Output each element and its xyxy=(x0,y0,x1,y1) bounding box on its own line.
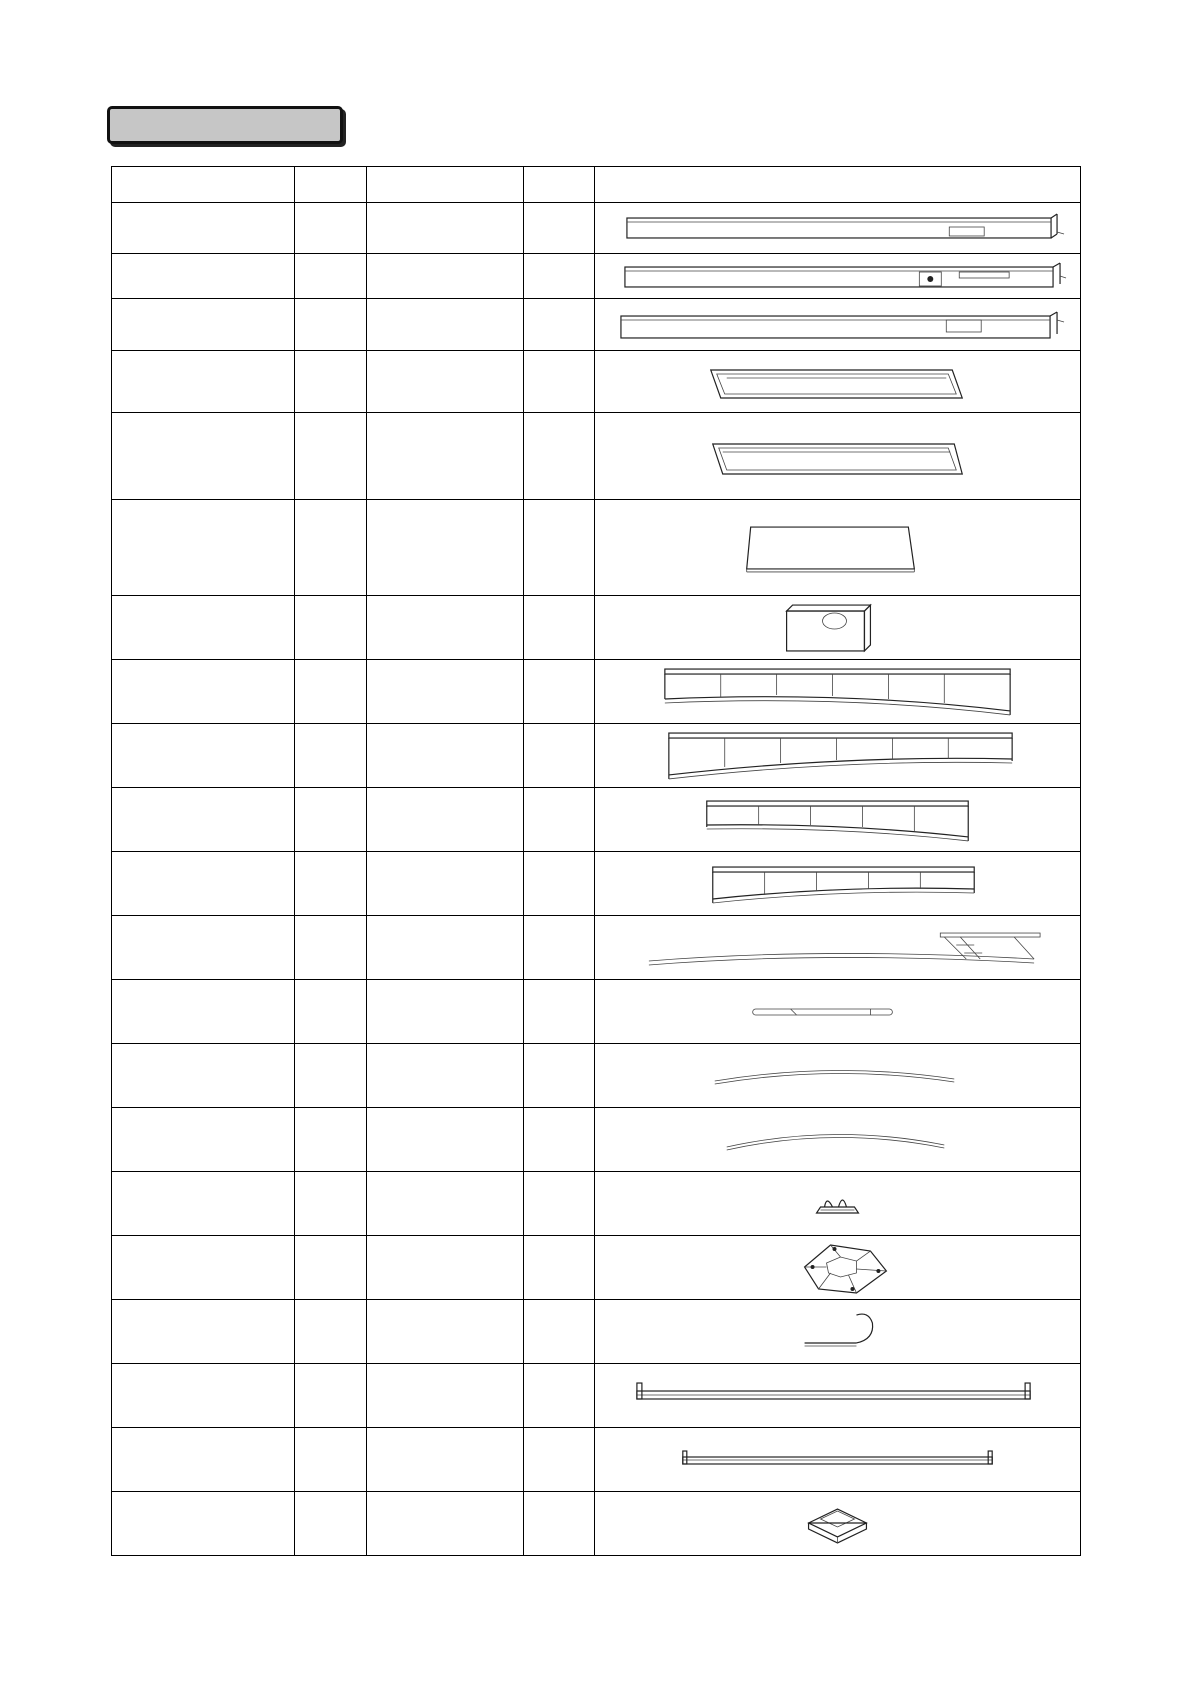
curved-ladder-rail-icon xyxy=(595,917,1080,979)
cell-spec xyxy=(367,351,524,413)
straight-beam-with-hole-icon xyxy=(595,254,1080,298)
cell-name xyxy=(112,660,295,724)
cell-name xyxy=(112,1108,295,1172)
cell-qty xyxy=(524,203,595,254)
cell-part-no xyxy=(295,351,367,413)
cell-spec xyxy=(367,1300,524,1364)
table-row xyxy=(112,413,1081,500)
cell-part-no xyxy=(295,852,367,916)
cell-name xyxy=(112,299,295,351)
cell-spec xyxy=(367,852,524,916)
cell-part-no xyxy=(295,299,367,351)
connector-tube-icon xyxy=(595,981,1080,1043)
block-with-hole-icon xyxy=(595,597,1080,659)
cell-part-no xyxy=(295,254,367,299)
cell-part-no xyxy=(295,1300,367,1364)
cell-spec xyxy=(367,660,524,724)
cell-part-no xyxy=(295,1236,367,1300)
header-image xyxy=(595,167,1081,203)
cell-name xyxy=(112,1172,295,1236)
straight-beam-icon xyxy=(595,300,1080,350)
table-row xyxy=(112,351,1081,413)
cell-name xyxy=(112,351,295,413)
cell-spec xyxy=(367,1364,524,1428)
cell-name xyxy=(112,254,295,299)
cell-part-no xyxy=(295,1428,367,1492)
cell-qty xyxy=(524,1364,595,1428)
cell-name xyxy=(112,1236,295,1300)
table-row xyxy=(112,500,1081,596)
table-row xyxy=(112,852,1081,916)
cell-spec xyxy=(367,254,524,299)
cell-qty xyxy=(524,1492,595,1556)
cell-qty xyxy=(524,916,595,980)
cell-spec xyxy=(367,203,524,254)
table-row xyxy=(112,980,1081,1044)
tray-panel-icon xyxy=(595,414,1080,499)
cell-qty xyxy=(524,299,595,351)
parts-table xyxy=(111,166,1081,1556)
arched-frame-icon xyxy=(595,853,1080,915)
cell-spec xyxy=(367,1236,524,1300)
cell-name xyxy=(112,413,295,500)
arched-frame-icon xyxy=(595,725,1080,787)
long-bar-icon xyxy=(595,1429,1080,1491)
long-bar-icon xyxy=(595,1365,1080,1427)
table-row xyxy=(112,1300,1081,1364)
cell-qty xyxy=(524,1428,595,1492)
cell-qty xyxy=(524,413,595,500)
cell-part-no xyxy=(295,413,367,500)
table-row xyxy=(112,660,1081,724)
table-row xyxy=(112,788,1081,852)
arched-frame-icon xyxy=(595,661,1080,723)
table-row xyxy=(112,1044,1081,1108)
cell-qty xyxy=(524,500,595,596)
cell-part-no xyxy=(295,1492,367,1556)
cell-qty xyxy=(524,1108,595,1172)
hook-icon xyxy=(595,1301,1080,1363)
cell-qty xyxy=(524,1172,595,1236)
cell-part-no xyxy=(295,916,367,980)
cell-spec xyxy=(367,596,524,660)
cell-qty xyxy=(524,596,595,660)
cell-part-no xyxy=(295,596,367,660)
tray-panel-icon xyxy=(595,352,1080,412)
cell-spec xyxy=(367,1044,524,1108)
small-bracket-icon xyxy=(595,1173,1080,1235)
cell-name xyxy=(112,724,295,788)
table-row xyxy=(112,1108,1081,1172)
cell-qty xyxy=(524,254,595,299)
cell-name xyxy=(112,596,295,660)
roof-hub-icon xyxy=(595,1237,1080,1299)
table-row xyxy=(112,299,1081,351)
cell-qty xyxy=(524,1300,595,1364)
cell-name xyxy=(112,980,295,1044)
header-name xyxy=(112,167,295,203)
cell-spec xyxy=(367,299,524,351)
cell-part-no xyxy=(295,1172,367,1236)
cell-qty xyxy=(524,351,595,413)
table-row xyxy=(112,724,1081,788)
post-base-icon xyxy=(595,1493,1080,1555)
cell-spec xyxy=(367,916,524,980)
cell-part-no xyxy=(295,660,367,724)
cell-part-no xyxy=(295,724,367,788)
cell-name xyxy=(112,916,295,980)
cell-part-no xyxy=(295,1044,367,1108)
cell-spec xyxy=(367,980,524,1044)
table-row xyxy=(112,1364,1081,1428)
table-row xyxy=(112,916,1081,980)
cell-part-no xyxy=(295,203,367,254)
table-header-row xyxy=(112,167,1081,203)
cell-spec xyxy=(367,724,524,788)
cell-name xyxy=(112,1364,295,1428)
table-row xyxy=(112,1236,1081,1300)
cell-spec xyxy=(367,1428,524,1492)
cell-name xyxy=(112,1428,295,1492)
cell-qty xyxy=(524,980,595,1044)
curved-rod-icon xyxy=(595,1045,1080,1107)
cell-part-no xyxy=(295,1108,367,1172)
table-row xyxy=(112,1172,1081,1236)
header-part-no xyxy=(295,167,367,203)
cell-spec xyxy=(367,500,524,596)
cell-spec xyxy=(367,1492,524,1556)
cell-name xyxy=(112,1044,295,1108)
cell-qty xyxy=(524,1044,595,1108)
curved-rod-icon xyxy=(595,1109,1080,1171)
cell-spec xyxy=(367,1172,524,1236)
cell-spec xyxy=(367,788,524,852)
cell-qty xyxy=(524,852,595,916)
table-row xyxy=(112,1492,1081,1556)
cell-qty xyxy=(524,724,595,788)
cell-qty xyxy=(524,1236,595,1300)
cell-name xyxy=(112,1300,295,1364)
cell-spec xyxy=(367,413,524,500)
section-title-box xyxy=(107,106,343,144)
cell-part-no xyxy=(295,1364,367,1428)
cell-part-no xyxy=(295,980,367,1044)
cell-qty xyxy=(524,660,595,724)
cell-qty xyxy=(524,788,595,852)
arched-frame-icon xyxy=(595,789,1080,851)
flat-plate-icon xyxy=(595,501,1080,595)
header-qty xyxy=(524,167,595,203)
cell-name xyxy=(112,852,295,916)
cell-spec xyxy=(367,1108,524,1172)
cell-name xyxy=(112,788,295,852)
cell-part-no xyxy=(295,500,367,596)
table-row xyxy=(112,203,1081,254)
cell-name xyxy=(112,500,295,596)
table-row xyxy=(112,1428,1081,1492)
table-row xyxy=(112,254,1081,299)
straight-beam-icon xyxy=(595,204,1080,252)
cell-part-no xyxy=(295,788,367,852)
table-row xyxy=(112,596,1081,660)
header-spec xyxy=(367,167,524,203)
cell-name xyxy=(112,1492,295,1556)
cell-name xyxy=(112,203,295,254)
